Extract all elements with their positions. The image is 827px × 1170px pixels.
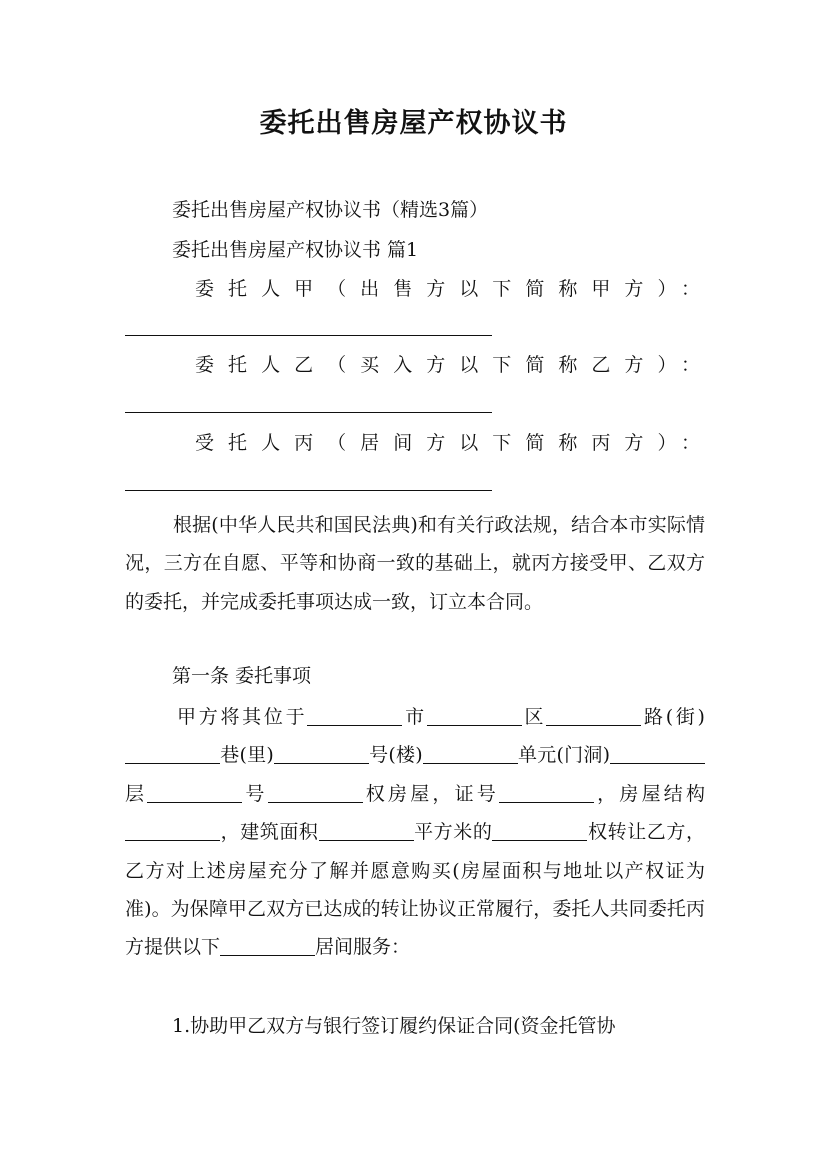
fill-blank [147,782,242,803]
fill-blank [307,705,402,726]
article-text: ，房屋结构 [593,782,705,805]
article-text: 市 [402,706,427,728]
fill-blank [125,743,220,764]
document-title: 委托出售房屋产权协议书 [259,108,568,139]
article-text: 路(街) [641,706,705,728]
party-c-blank [125,490,492,491]
fill-blank [499,782,594,803]
party-c-line: 受托人丙（居间方以下简称丙方）： [195,432,700,454]
article-text: 权房屋，证号 [362,782,499,805]
document-subtitle: 委托出售房屋产权协议书（精选3篇） [172,199,489,221]
party-a-line: 委托人甲（出售方以下简称甲方）： [195,278,700,300]
article-one-heading: 第一条 委托事项 [172,665,312,687]
party-b-line: 委托人乙（买入方以下简称乙方）： [195,354,700,376]
fill-blank [220,935,315,956]
fill-blank [274,743,369,764]
fill-blank [546,705,641,726]
fill-blank [268,782,363,803]
article-text: 号(楼) [368,744,423,767]
article-text: 号 [242,782,268,805]
fill-blank [492,820,587,841]
party-a-blank [125,335,492,336]
article-text: 居间服务： [315,936,411,959]
article-text: 巷(里) [220,744,274,767]
article-text: ，建筑面积 [220,821,319,844]
article-text: 权转让乙方，乙方对上述房屋充分了解并愿意购买(房屋面积与地址以产权证为准)。为保障甲乙双方已达成的转让协议正常履行，委托人共同委托丙方提供以下 [125,821,705,959]
fill-blank [319,820,414,841]
article-text: 层 [125,782,148,805]
intro-paragraph: 根据(中华人民共和国民法典)和有关行政法规，结合本市实际情况，三方在自愿、平等和协商一致的基础上，就丙方接受甲、乙双方的委托，并完成委托事项达成一致，订立本合同。 [125,514,705,613]
article-text: 区 [521,706,547,728]
fill-blank [125,820,220,841]
article-text: 平方米的 [413,821,493,844]
article-text: 单元(门洞) [517,744,611,767]
fill-blank [423,743,518,764]
fill-blank [427,705,522,726]
fill-blank [610,743,705,764]
part-heading: 委托出售房屋产权协议书 篇1 [172,239,419,261]
article-text: 甲方将其位于 [177,706,308,728]
article-one-paragraph [125,698,705,967]
item-one-line: 1.协助甲乙双方与银行签订履约保证合同(资金托管协 [172,1015,616,1037]
party-b-blank [125,412,492,413]
